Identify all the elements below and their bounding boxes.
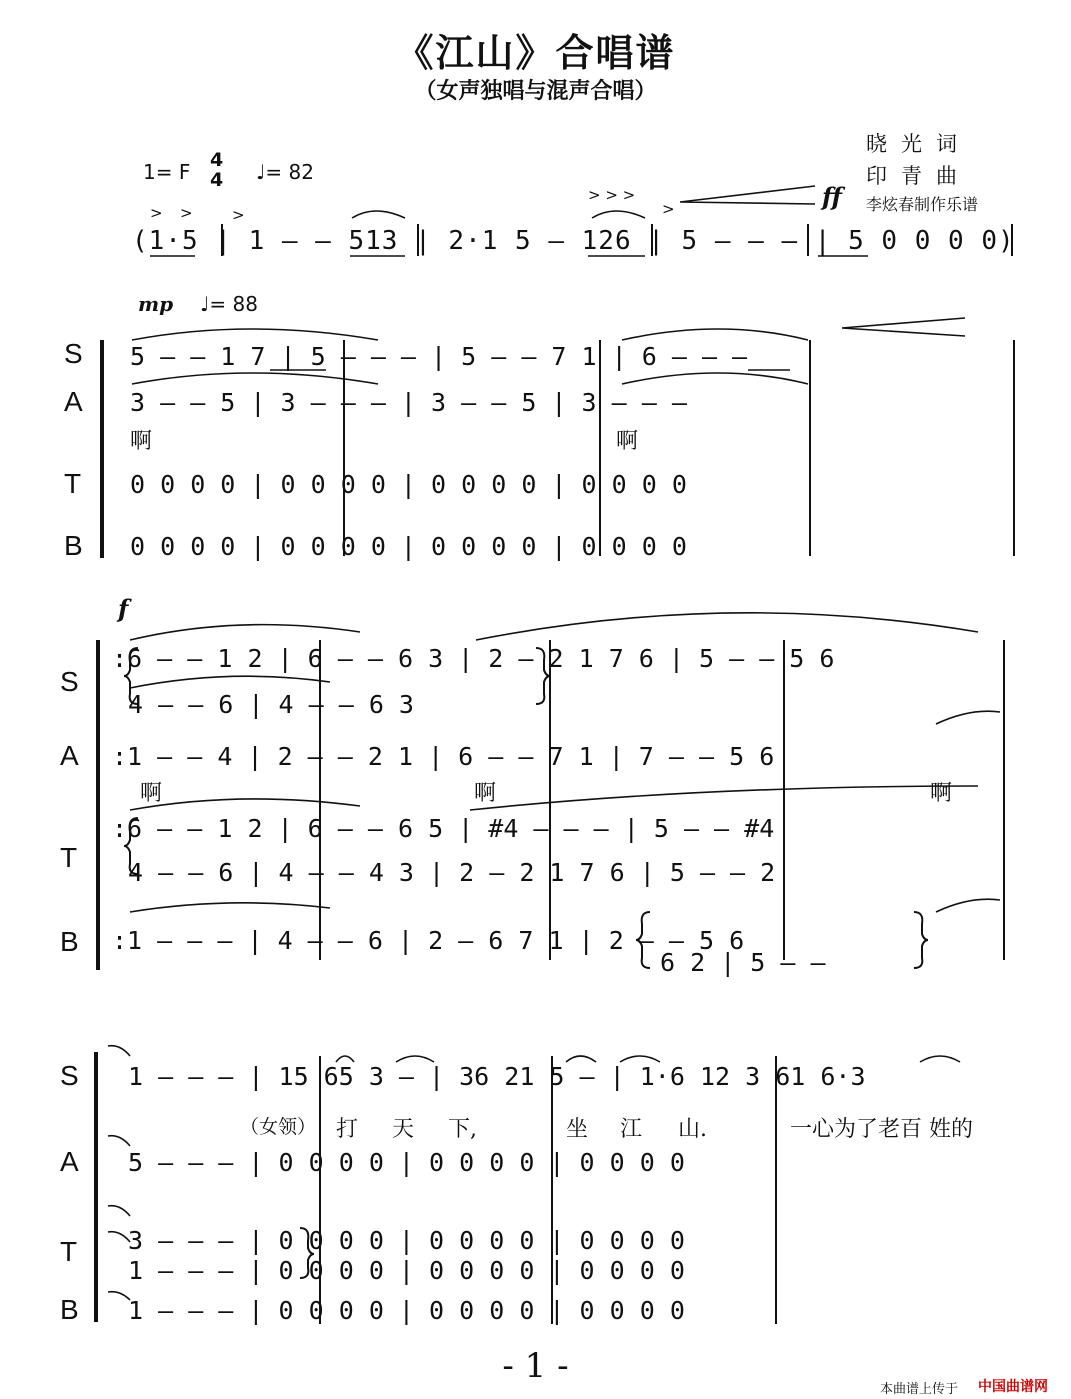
- tempo-intro: ♩= 82: [256, 160, 314, 184]
- soprano-lower-2: 4 – – 6 | 4 – – 6 3: [128, 690, 414, 719]
- tempo-main: ♩= 88: [200, 292, 258, 316]
- part-label-t3: T: [60, 1236, 78, 1267]
- lyric-2: 天: [392, 1117, 415, 1142]
- lead-label: （女领）: [240, 1116, 317, 1138]
- part-label-b2: B: [60, 926, 79, 957]
- time-signature: 4 4: [210, 149, 224, 191]
- svg-text:>: >: [232, 206, 245, 224]
- part-label-s2: S: [60, 666, 79, 697]
- key-signature: 1= F: [143, 160, 191, 184]
- soprano-upper-2: :6 – – 1 2 | 6 – – 6 3 | 2 – 2 1 7 6 | 5 – – 5 6: [112, 644, 835, 673]
- svg-text:>: >: [180, 204, 193, 222]
- svg-text:> > >: > > >: [588, 186, 636, 204]
- alto-lyric-2c: 啊: [930, 781, 953, 806]
- dynamic-mp: mp: [138, 292, 174, 316]
- alto-line-1: 3 – – 5 | 3 – – – | 3 – – 5 | 3 – – –: [130, 388, 687, 417]
- part-label-b1: B: [64, 530, 83, 561]
- alto-lyric-2b: 啊: [474, 781, 497, 806]
- page-number: - 1 -: [502, 1346, 569, 1386]
- lyric-5: 江: [620, 1117, 643, 1142]
- bass-line-2: :1 – – – | 4 – – 6 | 2 – 6 7 1 | 2 – – 5 6: [112, 926, 745, 955]
- composer-credit: 印青曲: [866, 164, 971, 188]
- page-subtitle: （女声独唱与混声合唱）: [414, 79, 657, 104]
- footer-text: 本曲谱上传于: [880, 1382, 959, 1397]
- part-label-a1: A: [64, 386, 83, 417]
- dynamic-ff: ff: [822, 182, 842, 211]
- part-label-t1: T: [64, 468, 82, 499]
- bass-lower-2: 6 2 | 5 – –: [660, 948, 826, 977]
- svg-text:>: >: [662, 200, 675, 218]
- site-logo: 中国曲谱网: [978, 1379, 1048, 1395]
- part-label-b3: B: [60, 1294, 79, 1325]
- tenor-lower-3: 1 – – – | 0 0 0 0 | 0 0 0 0 | 0 0 0 0: [128, 1256, 685, 1285]
- lyric-3: 下,: [448, 1117, 477, 1142]
- dynamic-f: f: [118, 594, 129, 623]
- lyric-4: 坐: [566, 1117, 589, 1142]
- soprano-line-1: 5 – – 1 7 | 5 – – – | 5 – – 7 1 | 6 – – –: [130, 342, 748, 371]
- intro-line: (1·5 | 1 – – 513 | 2·1 5 – 126 | 5 – – – | 5 0 0 0 0): [132, 226, 1015, 256]
- tenor-lower-2: 4 – – 6 | 4 – – 4 3 | 2 – 2 1 7 6 | 5 – – 2: [128, 858, 776, 887]
- page-title: 《江山》合唱谱: [395, 30, 676, 75]
- alto-line-3: 5 – – – | 0 0 0 0 | 0 0 0 0 | 0 0 0 0: [128, 1148, 685, 1177]
- part-label-a3: A: [60, 1146, 79, 1177]
- part-label-s1: S: [64, 338, 83, 369]
- alto-lyric-1b: 啊: [616, 429, 639, 454]
- alto-lyric-2a: 啊: [140, 781, 163, 806]
- lyricist-credit: 晓光词: [866, 132, 971, 156]
- tenor-upper-2: :6 – – 1 2 | 6 – – 6 5 | #4 – – – | 5 – – #4: [112, 814, 775, 843]
- alto-line-2: :1 – – 4 | 2 – – 2 1 | 6 – – 7 1 | 7 – – 5 6: [112, 742, 775, 771]
- svg-text:>: >: [150, 204, 163, 222]
- part-label-a2: A: [60, 740, 79, 771]
- tenor-upper-3: 3 – – – | 0 0 0 0 | 0 0 0 0 | 0 0 0 0: [128, 1226, 685, 1255]
- lyric-1: 打: [336, 1117, 359, 1142]
- soprano-line-3: 1 – – – | 15 65 3 – | 36 21 5 – | 1·6 12 3 61 6·3: [128, 1062, 866, 1091]
- lyric-6: 山.: [678, 1117, 707, 1142]
- alto-lyric-1: 啊: [130, 429, 153, 454]
- bass-line-3: 1 – – – | 0 0 0 0 | 0 0 0 0 | 0 0 0 0: [128, 1296, 685, 1325]
- arranger-credit: 李炫春制作乐谱: [866, 195, 979, 214]
- part-label-t2: T: [60, 842, 78, 873]
- bass-line-1: 0 0 0 0 | 0 0 0 0 | 0 0 0 0 | 0 0 0 0: [130, 532, 687, 561]
- lyric-7: 一心为了老百 姓的: [790, 1117, 973, 1142]
- tenor-line-1: 0 0 0 0 | 0 0 0 0 | 0 0 0 0 | 0 0 0 0: [130, 470, 687, 499]
- part-label-s3: S: [60, 1060, 79, 1091]
